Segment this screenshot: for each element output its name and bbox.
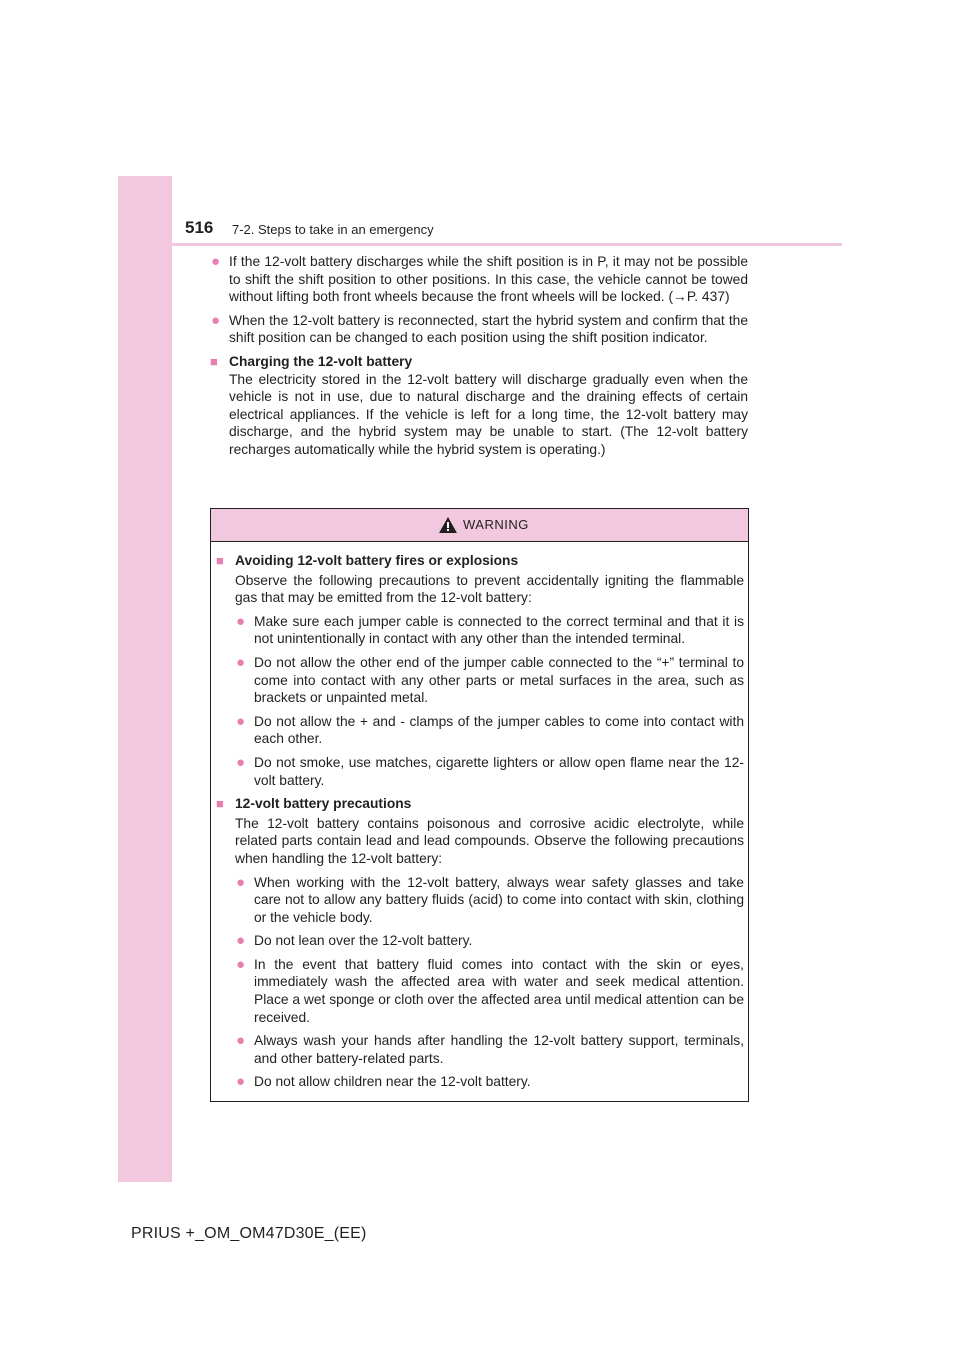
bullet-icon: ● bbox=[236, 932, 246, 950]
bullet-icon: ● bbox=[236, 653, 246, 671]
list-item bbox=[210, 312, 748, 347]
bullet-icon: ● bbox=[236, 873, 246, 891]
warning-header bbox=[211, 509, 748, 542]
warning-section bbox=[216, 795, 744, 813]
warning-label: WARNING bbox=[463, 517, 529, 532]
bullet-icon: ● bbox=[236, 753, 246, 771]
list-item bbox=[235, 874, 744, 927]
section-title: 7-2. Steps to take in an emergency bbox=[232, 222, 434, 237]
square-bullet-icon: ■ bbox=[216, 553, 224, 568]
list-item bbox=[235, 1073, 744, 1091]
list-item-text: Make sure each jumper cable is connected to the correct terminal and that it is not unintentionally in contact with any other than the intended terminal. bbox=[254, 613, 744, 647]
warning-body bbox=[216, 552, 744, 1097]
bullet-icon: ● bbox=[236, 1073, 246, 1091]
header-divider bbox=[172, 243, 842, 246]
warning-section-heading: 12-volt battery precautions bbox=[235, 796, 412, 812]
document-code-footer: PRIUS +_OM_OM47D30E_(EE) bbox=[131, 1225, 367, 1242]
charging-paragraph: The electricity stored in the 12-volt battery will discharge gradually even when the vehicle is not in use, due to natural discharge and the draining effects of certain electrical appliances. If the vehicle is left for a long time, the 12-volt battery may discharge, and the hybrid system may be unable to start. (The 12-volt battery recharges automatically while the hybrid system is operating.) bbox=[229, 371, 748, 457]
bullet-icon: ● bbox=[236, 712, 246, 730]
warning-section-text: The 12-volt battery contains poisonous and corrosive acidic electrolyte, while related parts contain lead and lead compounds. Observe the following precautions when handling the 12-volt battery: bbox=[235, 815, 744, 866]
bullet-icon: ● bbox=[236, 955, 246, 973]
list-item-text: Do not lean over the 12-volt battery. bbox=[254, 933, 473, 949]
charging-heading: Charging the 12-volt battery bbox=[229, 353, 413, 369]
list-item-text: Do not allow the + and - clamps of the jumper cables to come into contact with each other. bbox=[254, 713, 744, 747]
warning-section-text: Observe the following precautions to prevent accidentally igniting the flammable gas that may be emitted from the 12-volt battery: bbox=[235, 572, 744, 606]
warning-box bbox=[210, 508, 749, 1102]
warning-section-heading: Avoiding 12-volt battery fires or explosions bbox=[235, 553, 519, 568]
bullet-icon: ● bbox=[236, 1032, 246, 1050]
list-item-text: If the 12-volt battery discharges while the shift position is in P, it may not be possible to shift the shift position to other positions. In this case, the vehicle cannot be towed without lifting both front wheels because the front wheels will be locked. (→P. 437) bbox=[229, 254, 748, 305]
list-item bbox=[235, 956, 744, 1026]
warning-triangle-icon bbox=[439, 517, 457, 533]
bullet-icon: ● bbox=[211, 253, 221, 270]
square-bullet-icon: ■ bbox=[216, 796, 224, 812]
list-item bbox=[235, 654, 744, 707]
page-number: 516 bbox=[185, 218, 214, 237]
bullet-icon: ● bbox=[211, 311, 221, 329]
list-item-text: In the event that battery fluid comes into contact with the skin or eyes, immediately wash the affected area with water and seek medical attention. Place a wet sponge or cloth over the affected area until medical attention can be received. bbox=[254, 956, 744, 1025]
list-item-text: Do not allow children near the 12-volt battery. bbox=[254, 1074, 531, 1090]
warning-section bbox=[216, 552, 744, 570]
list-item-text: Always wash your hands after handling the 12-volt battery support, terminals, and other battery-related parts. bbox=[254, 1033, 744, 1066]
list-item-text: Do not smoke, use matches, cigarette lighters or allow open flame near the 12-volt battery. bbox=[254, 754, 744, 788]
list-item-text: When working with the 12-volt battery, always wear safety glasses and take care not to allow any battery fluids (acid) to come into contact with skin, clothing or the vehicle body. bbox=[254, 874, 744, 925]
charging-section bbox=[210, 353, 748, 459]
list-item-text: Do not allow the other end of the jumper cable connected to the “+” terminal to come into contact with any other parts or metal surfaces in the area, such as brackets or unpainted metal. bbox=[254, 654, 744, 706]
list-item bbox=[235, 1032, 744, 1067]
list-item bbox=[235, 932, 744, 950]
list-item-text: When the 12-volt battery is reconnected, start the hybrid system and confirm that the shift position can be changed to each position using the shift position indicator. bbox=[229, 312, 748, 346]
list-item bbox=[235, 754, 744, 789]
list-item bbox=[235, 613, 744, 648]
list-item bbox=[235, 713, 744, 748]
section-tab-sidebar bbox=[118, 176, 172, 1182]
bullet-icon: ● bbox=[236, 612, 246, 630]
list-item bbox=[210, 253, 748, 306]
main-body bbox=[210, 253, 748, 461]
square-bullet-icon: ■ bbox=[210, 353, 218, 369]
